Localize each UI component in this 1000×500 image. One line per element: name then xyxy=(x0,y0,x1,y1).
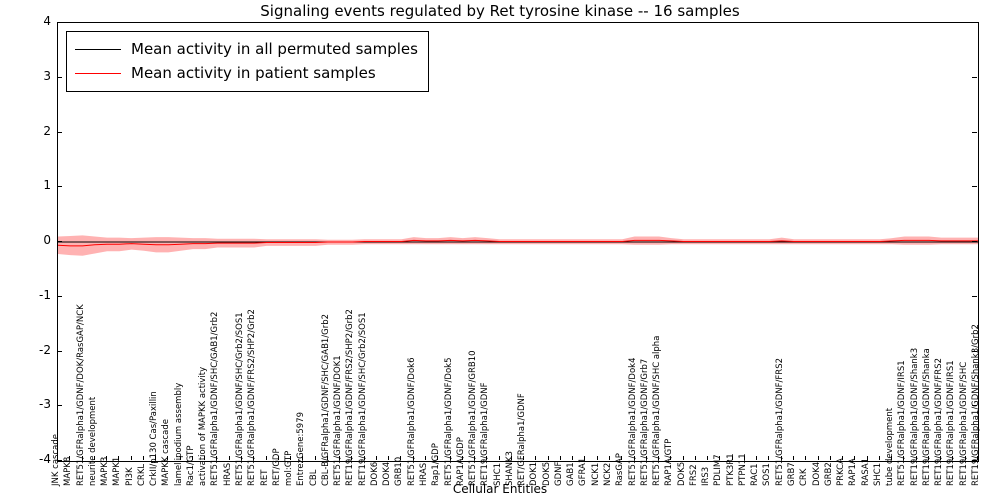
y-tick-mark xyxy=(972,186,977,187)
x-tick-mark xyxy=(376,456,377,460)
x-tick-label: RET19/GFRalpha1/GDNF/Shank3 xyxy=(909,347,920,486)
x-tick-label: RasGAP xyxy=(615,453,626,486)
x-tick-label: GDNF xyxy=(553,461,564,486)
x-tick-label: RET51/GFRalpha1/GDNF/GRB10 xyxy=(468,350,479,486)
x-tick-label: PTPN11 xyxy=(737,453,748,486)
x-tick-label: GAB1 xyxy=(566,462,577,486)
x-tick-label: RET51/GFRalpha1/GDNF/SHC/GAB1/Grb2 xyxy=(210,311,221,486)
x-tick-label: SHC1 xyxy=(492,462,503,486)
x-tick-label: NCK2 xyxy=(603,462,613,486)
x-tick-mark xyxy=(768,456,769,460)
x-tick-label: NCK1 xyxy=(590,462,601,486)
x-tick-label: RET51/GFRalpha1/GDNF/SHC/Grb2/SOS1 xyxy=(235,312,245,486)
x-tick-label: PTK3R1 xyxy=(725,453,736,486)
x-tick-label: HRAS xyxy=(419,462,429,486)
x-tick-mark xyxy=(499,456,500,460)
x-tick-label: CRK xyxy=(799,468,810,486)
y-tick-label: 2 xyxy=(43,123,51,138)
x-tick-label: PDLIM7 xyxy=(713,454,724,486)
x-tick-label: MAPKK cascade xyxy=(161,419,172,486)
x-tick-label: DOK4 xyxy=(811,461,822,486)
x-tick-mark xyxy=(707,456,708,460)
x-tick-label: DOK6 xyxy=(369,461,380,486)
y-tick-mark xyxy=(57,296,62,297)
y-tick-mark xyxy=(57,77,62,78)
x-tick-label: Rac1/GTP xyxy=(185,445,196,486)
y-tick-label: -4 xyxy=(39,452,51,466)
x-tick-label: RET51/GFRalpha1/GDNF/FRS2/SHP2/Grb2 xyxy=(247,309,258,486)
x-tick-label: MAPK3 xyxy=(100,456,111,486)
x-tick-mark xyxy=(830,456,831,460)
x-tick-label: RET51/GFRalpha1/GDNF/Dok5 xyxy=(443,357,454,486)
x-tick-label: EntrezGene:5979 xyxy=(296,411,307,486)
y-tick-mark xyxy=(972,77,977,78)
chart-title: Signaling events regulated by Ret tyrosine kinase -- 16 samples xyxy=(260,2,740,20)
legend-item-patient xyxy=(75,61,418,85)
x-tick-label: IRS3 xyxy=(701,466,712,486)
x-tick-label: CBL-B/GFRalpha1/GDNF/SHC/GAB1/Grb2 xyxy=(320,313,331,486)
x-tick-label: lamellipodium assembly xyxy=(173,382,184,486)
y-tick-mark xyxy=(57,22,62,23)
x-tick-label: CRKL xyxy=(136,463,147,486)
x-tick-label: RET19/GFRalpha1/GDNF/IRS1 xyxy=(946,360,957,486)
legend xyxy=(66,31,429,92)
x-tick-label: HRAS xyxy=(222,462,233,486)
x-tick-label: RET19/GFRalpha1/GDNF/FRS2 xyxy=(934,357,945,486)
y-tick-mark xyxy=(972,132,977,133)
x-tick-label: RAP1A/GDP xyxy=(455,437,466,486)
legend-label-permuted: Mean activity in all permuted samples xyxy=(131,40,418,58)
x-tick-mark xyxy=(572,456,573,460)
x-tick-label: RET51/GFRalpha1/GDNF/Grb7 xyxy=(639,358,650,486)
x-tick-mark xyxy=(425,456,426,460)
x-tick-label: DOK5 xyxy=(676,461,687,486)
x-tick-mark xyxy=(683,456,684,460)
x-tick-mark xyxy=(756,456,757,460)
x-tick-label: activation of MAPKK activity xyxy=(198,366,209,486)
x-tick-label: PI3K xyxy=(124,467,135,486)
x-tick-label: DOK1 xyxy=(529,461,540,486)
x-tick-mark xyxy=(609,456,610,460)
legend-item-permuted xyxy=(75,37,418,61)
y-tick-mark xyxy=(972,296,977,297)
x-tick-mark xyxy=(131,456,132,460)
x-tick-label: RET19/GFRalpha1/GDNF/FRS2/SHP2/Grb2 xyxy=(345,309,356,486)
x-tick-label: GRB2 xyxy=(823,462,834,486)
x-tick-label: Rap1/GDP xyxy=(431,443,442,486)
y-tick-label: -3 xyxy=(39,397,51,412)
x-tick-label: RET51/GFRalpha1/GDNF/Dok6 xyxy=(406,357,417,486)
x-tick-mark xyxy=(535,456,536,460)
x-tick-mark xyxy=(879,456,880,460)
x-tick-label: RASA1 xyxy=(860,457,871,486)
x-tick-label: CrkII/p130 Cas/Paxillin xyxy=(149,391,160,486)
x-tick-label: RAP1A xyxy=(848,458,859,486)
x-tick-label: DOK5 xyxy=(541,461,552,486)
x-tick-mark xyxy=(315,456,316,460)
x-tick-label: DOK4 xyxy=(382,461,393,486)
x-tick-label: RET51/GFRalpha1/GDNF/DOK/RasGAP/NCK xyxy=(75,304,86,486)
x-tick-label: RET51/GFRalpha1/GDNF/SHC alpha xyxy=(652,335,663,486)
x-tick-label: RET51/GFRalpha1/GDNF/DOK1 xyxy=(333,355,344,486)
y-tick-mark xyxy=(57,405,62,406)
x-tick-label: RET19/GFRalpha1/GDNF/Shank3/Grb2 xyxy=(971,324,981,486)
band-polygon xyxy=(58,235,978,255)
x-tick-label: RET51/GFRalpha1/GDNF/IRS1 xyxy=(897,360,908,486)
x-tick-label: FRS2 xyxy=(688,464,699,486)
x-tick-label: SHANK3 xyxy=(504,451,515,486)
x-tick-label: tube development xyxy=(885,407,896,486)
y-tick-label: 4 xyxy=(43,14,51,28)
x-tick-mark xyxy=(388,456,389,460)
x-tick-label: RET/GDP xyxy=(271,448,282,486)
x-tick-label: neurite development xyxy=(87,396,98,486)
y-tick-label: 0 xyxy=(43,233,51,247)
x-tick-mark xyxy=(597,456,598,460)
x-tick-label: SHC1 xyxy=(872,462,883,486)
legend-label-patient: Mean activity in patient samples xyxy=(131,64,376,82)
y-tick-mark xyxy=(57,132,62,133)
x-tick-label: RET19/GFRalpha1/GDNF/SHC xyxy=(958,361,969,486)
x-tick-label: GFRA1 xyxy=(578,457,589,486)
x-tick-label: RET51/GFRalpha1/GDNF/FRS2 xyxy=(774,357,785,486)
x-tick-label: RET19/GFRalpha1/GDNF/SHC/Grb2/SOS1 xyxy=(357,312,368,486)
x-axis-label: Cellular Entities xyxy=(452,482,548,496)
x-tick-label: RAC1 xyxy=(750,463,761,486)
x-tick-mark xyxy=(805,456,806,460)
x-tick-mark xyxy=(548,456,549,460)
y-tick-label: 1 xyxy=(43,178,51,193)
x-tick-mark xyxy=(695,456,696,460)
x-tick-mark xyxy=(560,456,561,460)
x-tick-label: RET19/GFRalpha1/GDNF xyxy=(480,382,491,486)
x-tick-mark xyxy=(229,456,230,460)
y-tick-mark xyxy=(972,22,977,23)
x-tick-mark xyxy=(143,456,144,460)
x-tick-mark xyxy=(793,456,794,460)
x-tick-label: MAPK1 xyxy=(112,456,123,486)
legend-swatch-patient xyxy=(75,73,121,74)
x-tick-mark xyxy=(266,456,267,460)
y-tick-mark xyxy=(972,241,977,242)
x-tick-label: PRKCA xyxy=(836,458,847,486)
x-tick-label: RET19/GFRalpha1/GDNF/Shanka xyxy=(921,348,932,486)
x-tick-label: JNK cascade xyxy=(51,434,61,486)
x-tick-label: RET/GFRalpha1/GDNF xyxy=(517,393,528,486)
x-tick-label: RAP1A/GTP xyxy=(664,438,675,486)
x-tick-label: SOS1 xyxy=(762,463,773,486)
y-tick-mark xyxy=(57,351,62,352)
y-tick-label: -1 xyxy=(39,287,51,302)
x-tick-mark xyxy=(818,456,819,460)
x-tick-label: GRB7 xyxy=(787,462,797,486)
y-tick-label: -2 xyxy=(39,342,51,357)
y-tick-mark xyxy=(57,186,62,187)
x-tick-label: RET51/GFRalpha1/GDNF/Dok4 xyxy=(627,357,638,486)
legend-swatch-permuted xyxy=(75,49,121,50)
x-tick-label: GRB10 xyxy=(394,456,405,486)
x-tick-label: CBL xyxy=(308,469,319,486)
y-tick-label: 3 xyxy=(43,68,51,83)
x-tick-label: RET xyxy=(259,469,270,486)
x-tick-label: mol:GTP xyxy=(284,450,295,486)
x-tick-label: MAPK8 xyxy=(63,456,74,486)
y-tick-mark xyxy=(57,241,62,242)
